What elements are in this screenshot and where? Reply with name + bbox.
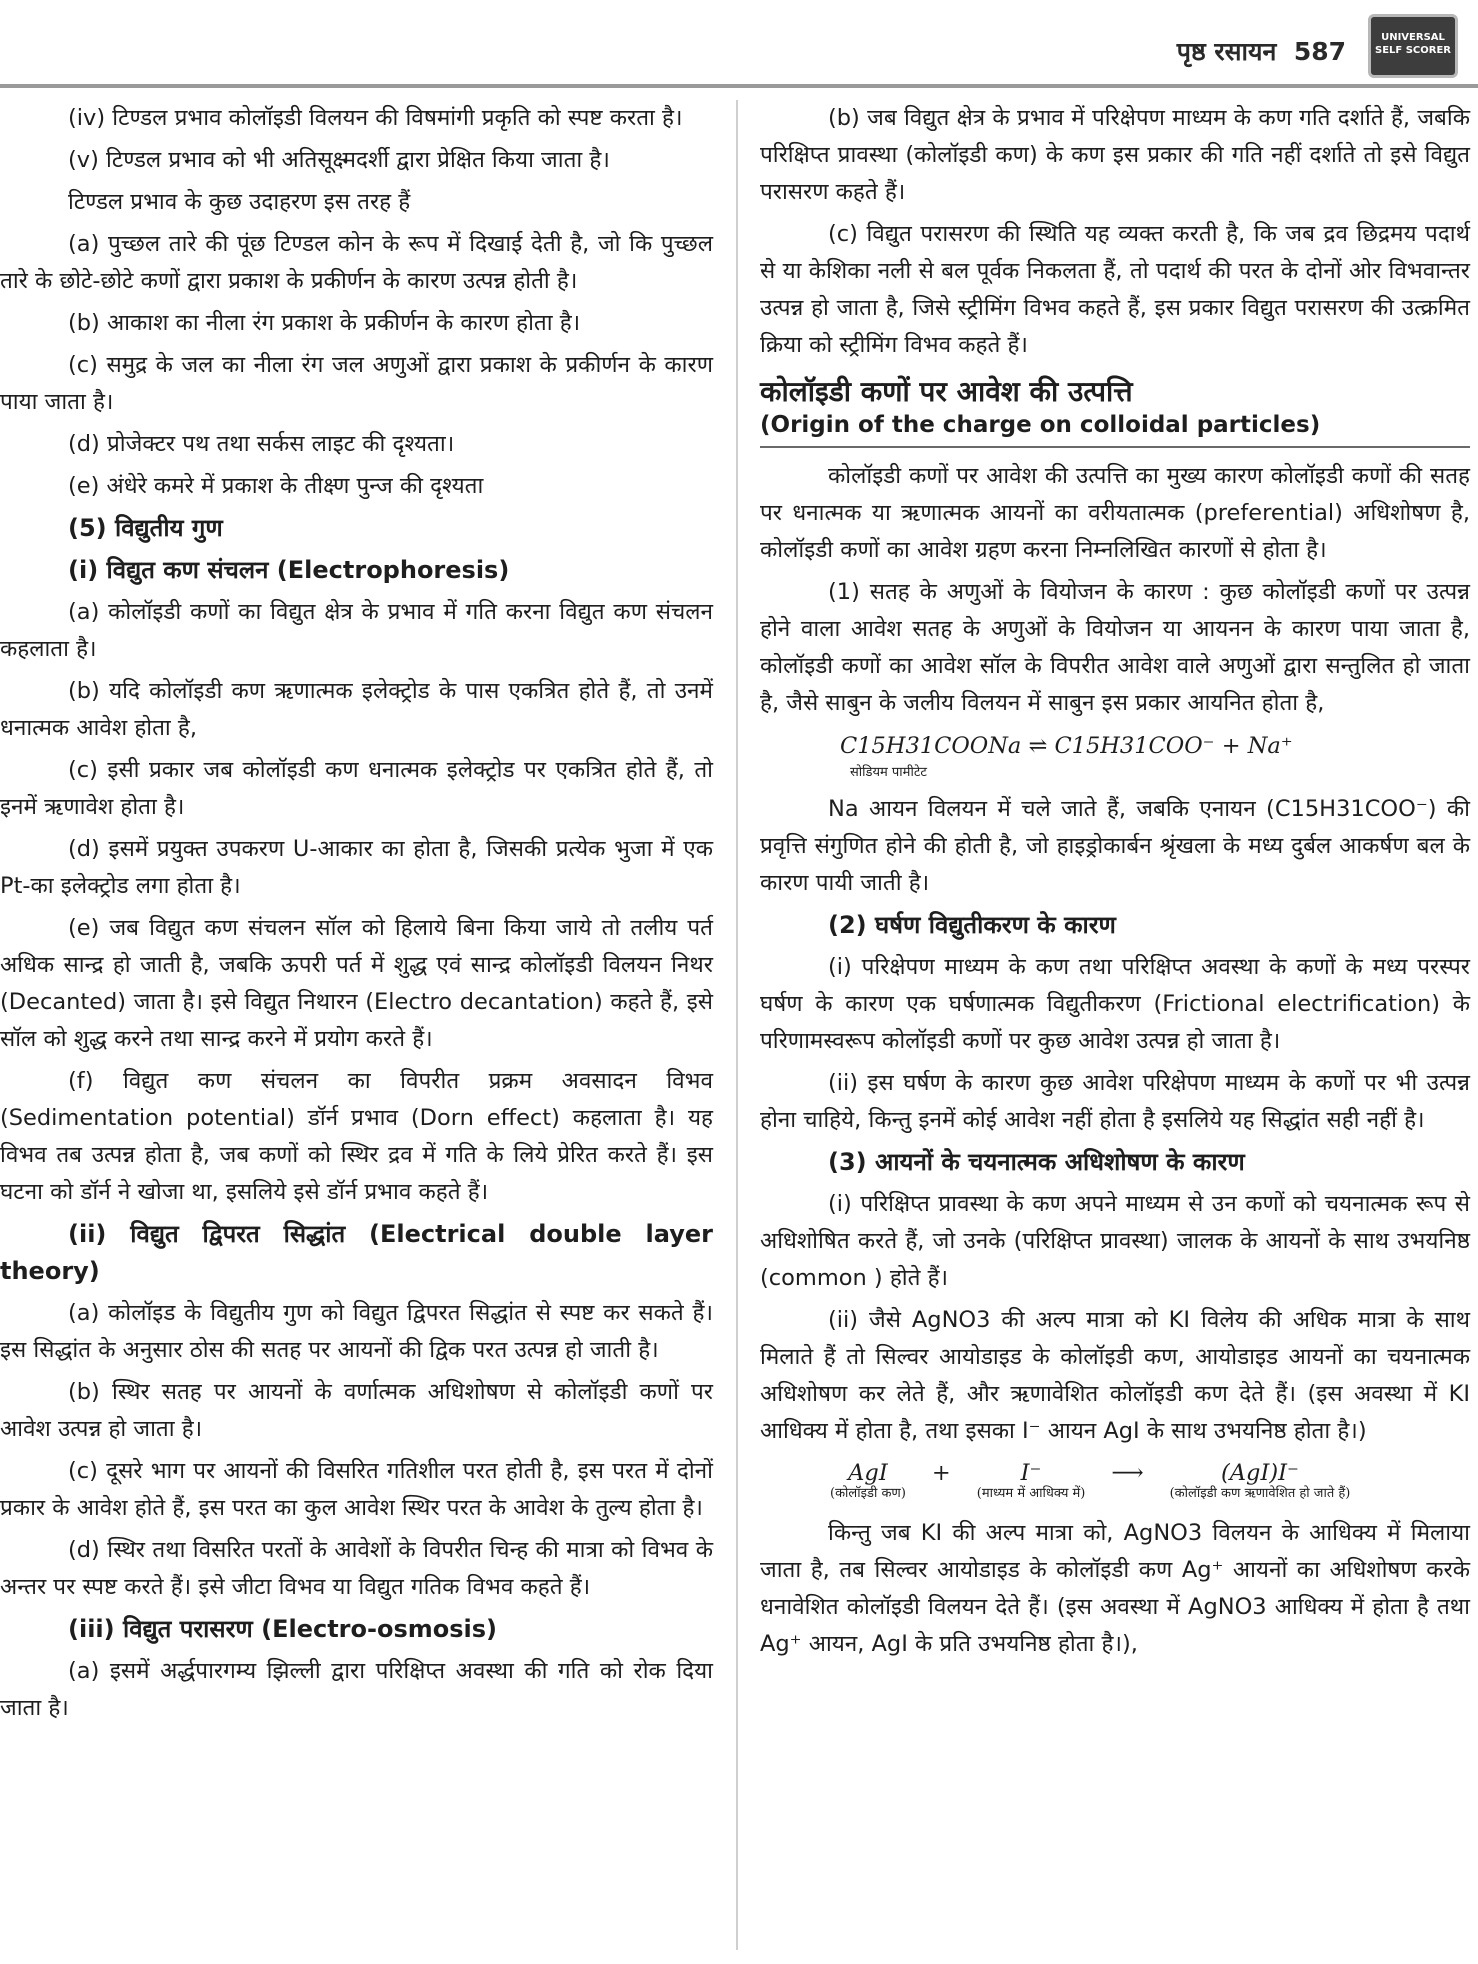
paragraph: (f) विद्युत कण संचलन का विपरीत प्रक्रम अवसादन विभव (Sedimentation potential) डॉर्न प्रभाव (Dorn effect) कहलाता है। यह विभव तब उत्पन्न होता है, जब कणों को स्थिर द्रव में गति के लिये प्रेरित करते हैं। इस घटना को डॉर्न ने खोजा था, इसलिये इसे डॉर्न प्रभाव कहते हैं।: [0, 1068, 713, 1205]
point-heading: (2) घर्षण विद्युतीकरण के कारण: [828, 911, 1116, 939]
paragraph: (c) समुद्र के जल का नीला रंग जल अणुओं द्वारा प्रकाश के प्रकीर्णन के कारण पाया जाता है।: [0, 352, 713, 415]
paragraph: (a) इसमें अर्द्धपारगम्य झिल्ली द्वारा परिक्षिप्त अवस्था की गति को रोक दिया जाता है।: [0, 1658, 713, 1721]
paragraph: टिण्डल प्रभाव के कुछ उदाहरण इस तरह हैं: [68, 189, 411, 215]
reaction-arrow: ⟶: [1111, 1460, 1144, 1486]
header-title: पृष्ठ रसायन 587: [1176, 37, 1346, 66]
section-heading: (5) विद्युतीय गुण: [68, 514, 223, 542]
reaction-plus: +: [931, 1460, 951, 1486]
page-header: [0, 0, 1478, 88]
paragraph: (v) टिण्डल प्रभाव को भी अतिसूक्ष्मदर्शी द्वारा प्रेक्षित किया जाता है।: [68, 147, 610, 173]
equation-label: सोडियम पामीटेट: [850, 765, 927, 780]
paragraph: (c) इसी प्रकार जब कोलॉइडी कण धनात्मक इलेक्ट्रोड पर एकत्रित होते हैं, तो इनमें ऋणावेश होता है।: [0, 757, 713, 820]
paragraph: (i) परिक्षेपण माध्यम के कण तथा परिक्षिप्त अवस्था के कणों के मध्य परस्पर घर्षण के कारण एक घर्षणात्मक विद्युतीकरण (Frictional electrification) के परिणामस्वरूप कोलॉइडी कणों पर कुछ आवेश उत्पन्न हो जाता है।: [760, 954, 1470, 1054]
paragraph: (b) यदि कोलॉइडी कण ऋणात्मक इलेक्ट्रोड के पास एकत्रित होते हैं, तो उनमें धनात्मक आवेश होता है,: [0, 678, 713, 741]
section-heading-english: (Origin of the charge on colloidal particles): [760, 410, 1470, 448]
right-column: [760, 100, 1470, 1668]
paragraph: (1) सतह के अणुओं के वियोजन के कारण : कुछ कोलॉइडी कणों पर उत्पन्न होने वाला आवेश सतह के अणुओं के वियोजन या आयनन के कारण पाया जाता है, कोलॉइडी कणों का आवेश सॉल के विपरीत आवेश वाले अणुओं द्वारा सन्तुलित हो जाता है, जैसे साबुन के जलीय विलयन में साबुन इस प्रकार आयनित होता है,: [760, 579, 1470, 716]
paragraph: (ii) इस घर्षण के कारण कुछ आवेश परिक्षेपण माध्यम के कणों पर भी उत्पन्न होना चाहिये, किन्तु इनमें कोई आवेश नहीं होता है इसलिये यह सिद्धांत सही नहीं है।: [760, 1070, 1470, 1133]
reaction-term: AgI (कोलॉइडी कण): [830, 1460, 906, 1501]
publisher-logo: UNIVERSAL SELF SCORER: [1368, 14, 1458, 78]
subsection-heading: (ii) विद्युत द्विपरत सिद्धांत (Electrical double layer theory): [0, 1220, 713, 1285]
paragraph: (ii) जैसे AgNO3 की अल्प मात्रा को KI विलेय की अधिक मात्रा के साथ मिलाते हैं तो सिल्वर आयोडाइड के कोलॉइडी कण, आयोडाइड आयनों का चयनात्मक अधिशोषण कर लेते हैं, और ऋणावेशित कोलॉइडी कण देते हैं। (इस अवस्था में KI आधिक्य में होता है, तथा इसका I⁻ आयन AgI के साथ उभयनिष्ठ होता है।): [760, 1307, 1470, 1444]
header-rule: [0, 84, 1478, 88]
page-number: 587: [1293, 37, 1346, 66]
reaction-equation: [760, 1460, 1470, 1501]
paragraph: (d) इसमें प्रयुक्त उपकरण U-आकार का होता है, जिसकी प्रत्येक भुजा में एक Pt-का इलेक्ट्रोड लगा होता है।: [0, 836, 713, 899]
paragraph: Na आयन विलयन में चले जाते हैं, जबकि एनायन (C15H31COO⁻) की प्रवृत्ति संगुणित होने की होती है, जो हाइड्रोकार्बन श्रृंखला के मध्य दुर्बल आकर्षण बल के कारण पायी जाती है।: [760, 796, 1470, 896]
paragraph: (a) कोलॉइड के विद्युतीय गुण को विद्युत द्विपरत सिद्धांत से स्पष्ट कर सकते हैं। इस सिद्धांत के अनुसार ठोस की सतह पर आयनों की द्विक परत उत्पन्न हो जाती है।: [0, 1300, 713, 1363]
paragraph: (a) कोलॉइडी कणों का विद्युत क्षेत्र के प्रभाव में गति करना विद्युत कण संचलन कहलाता है।: [0, 599, 713, 662]
equation-text: C15H31COONa ⇌ C15H31COO⁻ + Na⁺: [840, 733, 1293, 759]
paragraph: किन्तु जब KI की अल्प मात्रा को, AgNO3 विलयन के आधिक्य में मिलाया जाता है, तब सिल्वर आयोडाइड के कोलॉइडी कण Ag⁺ आयनों का अधिशोषण करके धनावेशित कोलॉइडी विलयन देते हैं। (इस अवस्था में AgNO3 आधिक्य में होता है तथा Ag⁺ आयन, AgI के प्रति उभयनिष्ठ होता है।),: [760, 1520, 1470, 1657]
equation: [760, 728, 1470, 781]
section-heading-hindi: कोलॉइडी कणों पर आवेश की उत्पत्ति: [760, 375, 1133, 408]
subsection-heading: (i) विद्युत कण संचलन (Electrophoresis): [68, 556, 510, 584]
point-heading: (3) आयनों के चयनात्मक अधिशोषण के कारण: [828, 1148, 1245, 1176]
paragraph: (a) पुच्छल तारे की पूंछ टिण्डल कोन के रूप में दिखाई देती है, जो कि पुच्छल तारे के छोटे-छोटे कणों द्वारा प्रकाश के प्रकीर्णन के कारण उत्पन्न होती है।: [0, 231, 713, 294]
paragraph: (c) विद्युत परासरण की स्थिति यह व्यक्त करती है, कि जब द्रव छिद्रमय पदार्थ से या केशिका नली से बल पूर्वक निकलता हैं, तो पदार्थ की परत के दोनों ओर विभवान्तर उत्पन्न हो जाता है, जिसे स्ट्रीमिंग विभव कहते हैं, इस प्रकार विद्युत परासरण की उत्क्रमित क्रिया को स्ट्रीमिंग विभव कहते हैं।: [760, 221, 1470, 358]
paragraph: (i) परिक्षिप्त प्रावस्था के कण अपने माध्यम से उन कणों को चयनात्मक रूप से अधिशोषित करते हैं, जो उनके (परिक्षिप्त प्रावस्था) जालक के आयनों के साथ उभयनिष्ठ (common ) होते हैं।: [760, 1191, 1470, 1291]
reaction-term: (AgI)I⁻ (कोलॉइडी कण ऋणावेशित हो जाते हैं): [1169, 1460, 1351, 1501]
paragraph: (d) प्रोजेक्टर पथ तथा सर्कस लाइट की दृश्यता।: [68, 431, 455, 457]
paragraph: (b) स्थिर सतह पर आयनों के वर्णात्मक अधिशोषण से कोलॉइडी कणों पर आवेश उत्पन्न हो जाता है।: [0, 1379, 713, 1442]
column-divider: [736, 100, 738, 1950]
reaction-term: I⁻ (माध्यम में आधिक्य में): [976, 1460, 1086, 1501]
paragraph: (b) आकाश का नीला रंग प्रकाश के प्रकीर्णन के कारण होता है।: [68, 310, 581, 336]
subsection-heading: (iii) विद्युत परासरण (Electro-osmosis): [68, 1615, 497, 1643]
paragraph: (e) जब विद्युत कण संचलन सॉल को हिलाये बिना किया जाये तो तलीय पर्त अधिक सान्द्र हो जाती है, जबकि ऊपरी पर्त में शुद्ध एवं सान्द्र कोलॉइडी विलयन निथर (Decanted) जाता है। इसे विद्युत निथारन (Electro decantation) कहते हैं, इसे सॉल को शुद्ध करने तथा सान्द्र करने में प्रयोग करते हैं।: [0, 915, 713, 1052]
paragraph: कोलॉइडी कणों पर आवेश की उत्पत्ति का मुख्य कारण कोलॉइडी कणों की सतह पर धनात्मक या ऋणात्मक आयनों का वरीयतात्मक (preferential) अधिशोषण है, कोलॉइडी कणों का आवेश ग्रहण करना निम्नलिखित कारणों से होता है।: [760, 463, 1470, 563]
paragraph: (d) स्थिर तथा विसरित परतों के आवेशों के विपरीत चिन्ह की मात्रा को विभव के अन्तर पर स्पष्ट करते हैं। इसे जीटा विभव या विद्युत गतिक विभव कहते हैं।: [0, 1537, 713, 1600]
paragraph: (b) जब विद्युत क्षेत्र के प्रभाव में परिक्षेपण माध्यम के कण गति दर्शाते हैं, जबकि परिक्षिप्त प्रावस्था (कोलॉइडी कण) के कण इस प्रकार की गति नहीं दर्शाते तो इसे विद्युत परासरण कहते हैं।: [760, 105, 1470, 205]
paragraph: (iv) टिण्डल प्रभाव कोलॉइडी विलयन की विषमांगी प्रकृति को स्पष्ट करता है।: [68, 105, 683, 131]
left-column: [0, 100, 713, 1732]
paragraph: (c) दूसरे भाग पर आयनों की विसरित गतिशील परत होती है, इस परत में दोनों प्रकार के आवेश होते हैं, इस परत का कुल आवेश स्थिर परत के आवेश के तुल्य होता है।: [0, 1458, 713, 1521]
paragraph: (e) अंधेरे कमरे में प्रकाश के तीक्ष्ण पुन्ज की दृश्यता: [68, 473, 484, 499]
